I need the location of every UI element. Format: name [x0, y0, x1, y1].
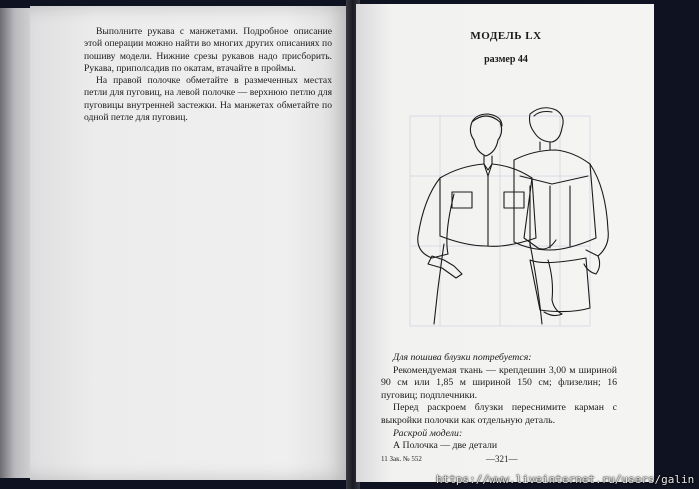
background-right [654, 0, 699, 489]
pocket-note: Перед раскроем блузки переснимите карман с выкройки полочки как отдельную деталь. [381, 402, 617, 426]
right-page-text [381, 352, 617, 453]
page-number: —321— [486, 454, 518, 464]
print-order-note: 11 Зак. № 552 [381, 455, 422, 463]
materials-text: Рекомендуемая ткань — крепдешин 3,00 м шириной 90 см или 1,85 м шириной 150 см; флизелин; 16 пуговиц; подплечники. [381, 364, 617, 401]
cut-heading: Раскрой модели: [393, 427, 463, 439]
materials-heading: Для пошива блузки потребуется: [393, 352, 532, 363]
blouse-illustration [380, 96, 620, 346]
left-paragraph-2: На правой полочке обметайте в размеченных местах петли для пуговиц, на левой полочке — верхнюю петлю для пуговицы внутренней застежки. На манжетах обметайте по одной петле для пуговиц. [84, 75, 332, 124]
left-page-text [84, 26, 332, 124]
left-paragraph-1: Выполните рукава с манжетами. Подробное описание этой операции можно найти во многих других описаниях по пошиву модели. Нижние срезы рукавов надо присборить. Рукава, приполсадив по окатам, втачайте в проймы. [84, 26, 332, 74]
model-title: МОДЕЛЬ LX [470, 30, 542, 42]
model-size: размер 44 [484, 54, 528, 65]
cut-item: А Полочка — две детали [393, 440, 498, 452]
watermark-url: https://www.liveinternet.ru/users/galin [436, 473, 695, 486]
